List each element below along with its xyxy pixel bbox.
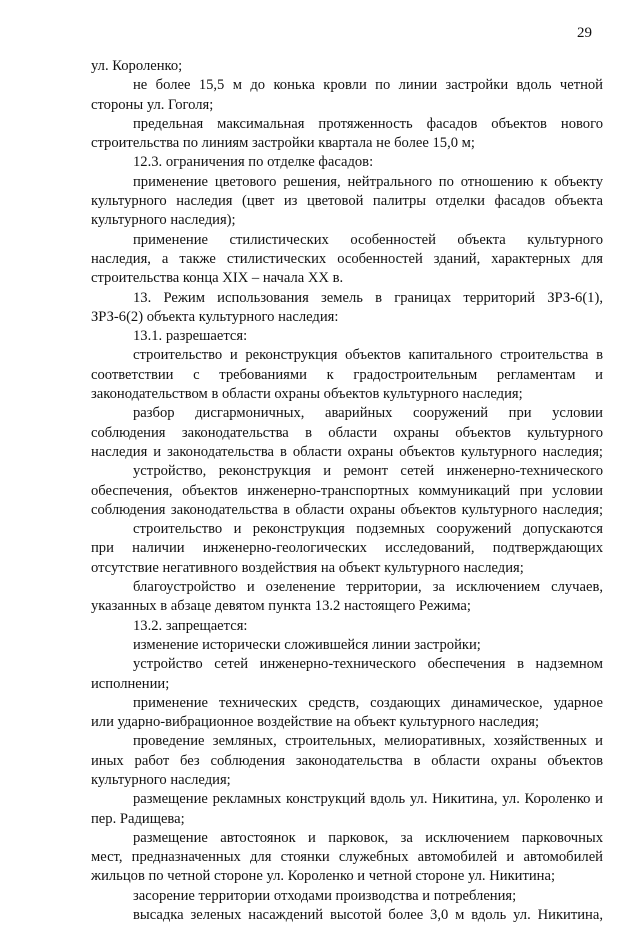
document-body xyxy=(91,57,603,925)
text-line: мест, предназначенных для стоянки служебных автомобилей и автомобилей xyxy=(91,849,603,866)
text-line: указанных в абзаце девятом пункта 13.2 настоящего Режима; xyxy=(91,598,471,615)
text-line: культурного наследия; xyxy=(91,771,231,788)
text-line: предельная максимальная протяженность фасадов объектов нового xyxy=(133,115,603,132)
text-line: строительства по линиям застройки квартала не более 15,0 м; xyxy=(91,135,475,152)
text-line: исполнении; xyxy=(91,675,170,692)
text-line: обеспечения, объектов инженерно-транспортных коммуникаций при условии xyxy=(91,482,603,499)
text-line: высадка зеленых насаждений высотой более 3,0 м вдоль ул. Никитина, xyxy=(133,907,603,924)
text-line: строительство и реконструкция объектов капитального строительства в xyxy=(133,347,603,364)
text-line: засорение территории отходами производства и потребления; xyxy=(133,887,517,904)
text-line: строительство и реконструкция подземных сооружений допускаются xyxy=(133,521,603,538)
text-line: при наличии инженерно-геологических исследований, подтверждающих xyxy=(91,540,603,557)
text-line: наследия, а также стилистических особенностей зданий, характерных для xyxy=(91,250,603,267)
text-line: 13. Режим использования земель в границах территорий ЗРЗ-6(1), xyxy=(133,289,603,306)
text-line: не более 15,5 м до конька кровли по линии застройки вдоль четной xyxy=(133,77,603,94)
text-line: применение технических средств, создающих динамическое, ударное xyxy=(133,694,603,711)
text-line: размещение рекламных конструкций вдоль ул. Никитина, ул. Короленко и xyxy=(133,791,603,808)
text-line: ЗРЗ-6(2) объекта культурного наследия: xyxy=(91,308,339,325)
text-line: соблюдения законодательства в области охраны объектов культурного наследия; xyxy=(91,501,603,518)
page-number: 29 xyxy=(577,25,592,41)
text-line: законодательством в области охраны объектов культурного наследия; xyxy=(91,386,523,403)
text-line: наследия и законодательства в области охраны объектов культурного наследия; xyxy=(91,443,603,460)
text-line: строительства конца XIX – начала XX в. xyxy=(91,270,344,287)
text-line: стороны ул. Гоголя; xyxy=(91,96,214,113)
text-line: изменение исторически сложившейся линии застройки; xyxy=(133,636,481,653)
text-line: применение стилистических особенностей объекта культурного xyxy=(133,231,603,248)
text-line: устройство сетей инженерно-технического обеспечения в надземном xyxy=(133,656,603,673)
text-line: жильцов по четной стороне ул. Короленко и четной стороне ул. Никитина; xyxy=(91,868,556,885)
text-line: пер. Радищева; xyxy=(91,810,185,827)
text-line: размещение автостоянок и парковок, за исключением парковочных xyxy=(133,829,603,846)
text-line: иных работ без соблюдения законодательства в области охраны объектов xyxy=(91,752,603,769)
text-line: благоустройство и озеленение территории, за исключением случаев, xyxy=(133,579,603,596)
text-line: проведение земляных, строительных, мелиоративных, хозяйственных и xyxy=(133,733,603,750)
text-line: соблюдения законодательства в области охраны объектов культурного xyxy=(91,424,603,441)
text-line: или ударно-вибрационное воздействие на объект культурного наследия; xyxy=(91,714,540,731)
text-line: культурного наследия); xyxy=(91,212,236,229)
text-line: устройство, реконструкция и ремонт сетей инженерно-технического xyxy=(133,463,603,480)
text-line: отсутствие негативного воздействия на объект культурного наследия; xyxy=(91,559,524,576)
text-line: 13.2. запрещается: xyxy=(133,617,248,634)
text-line: соответствии с требованиями к градостроительным регламентам и xyxy=(91,366,603,383)
text-line: культурного наследия (цвет из цветовой палитры отделки фасадов объекта xyxy=(91,193,603,210)
text-line: 13.1. разрешается: xyxy=(133,328,248,345)
text-line: разбор дисгармоничных, аварийных сооружений при условии xyxy=(133,405,603,422)
text-line: применение цветового решения, нейтрального по отношению к объекту xyxy=(133,173,603,190)
text-line: 12.3. ограничения по отделке фасадов: xyxy=(133,154,374,171)
text-line: ул. Короленко; xyxy=(91,58,183,74)
